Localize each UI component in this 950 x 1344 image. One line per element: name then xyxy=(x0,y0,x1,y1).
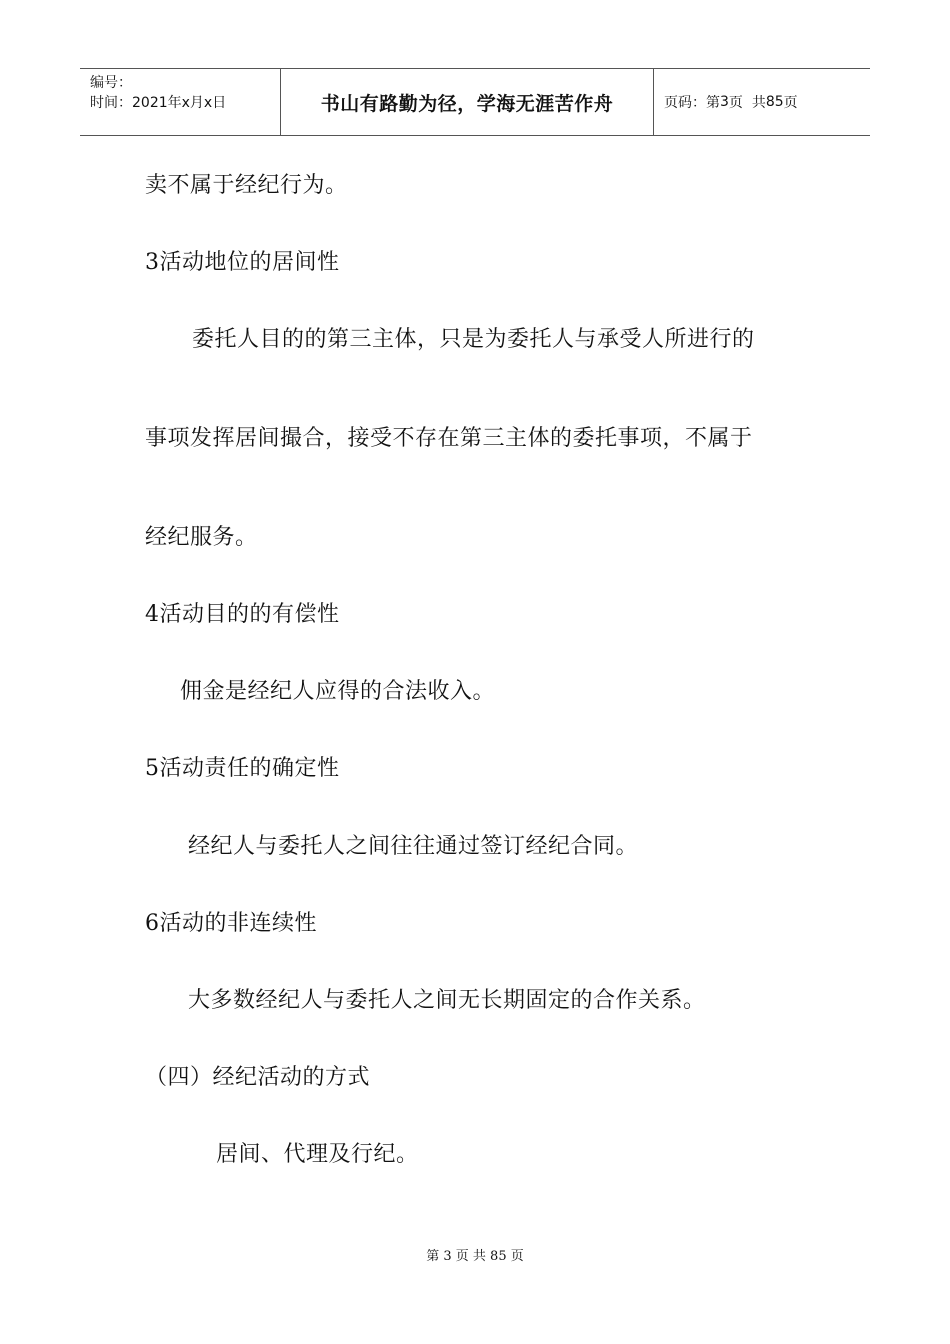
header-motto: 书山有路勤为径，学海无涯苦作舟 xyxy=(281,69,654,135)
body-line: 佣金是经纪人应得的合法收入。 xyxy=(180,679,496,704)
document-number-label: 编号： xyxy=(90,75,132,91)
page-prefix: 页码：第 xyxy=(664,95,720,111)
document-time-label: 时间：2021年x月x日 xyxy=(90,95,227,111)
section-heading: 3活动地位的居间性 xyxy=(145,250,340,275)
page-footer: 第 3 页 共 85 页 xyxy=(426,1249,524,1264)
page-header xyxy=(80,68,870,136)
body-line: 卖不属于经纪行为。 xyxy=(145,173,348,198)
page-total: 85 xyxy=(765,94,784,110)
header-meta xyxy=(80,69,281,135)
section-heading: （四）经纪活动的方式 xyxy=(145,1065,371,1090)
page-mid: 页 共 xyxy=(728,95,766,111)
body-line: 事项发挥居间撮合，接受不存在第三主体的委托事项，不属于 xyxy=(145,426,753,451)
body-line: 经纪服务。 xyxy=(145,525,258,550)
section-heading: 5活动责任的确定性 xyxy=(145,756,340,781)
section-heading: 6活动的非连续性 xyxy=(145,911,317,936)
body-line: 居间、代理及行纪。 xyxy=(216,1142,419,1167)
body-line: 大多数经纪人与委托人之间无长期固定的合作关系。 xyxy=(188,988,706,1013)
body-line: 经纪人与委托人之间往往通过签订经纪合同。 xyxy=(188,834,639,859)
header-page-info xyxy=(654,69,870,135)
page-suffix: 页 xyxy=(783,95,798,111)
page-current: 3 xyxy=(720,94,729,110)
section-heading: 4活动目的的有偿性 xyxy=(145,602,340,627)
body-line: 委托人目的的第三主体，只是为委托人与承受人所进行的 xyxy=(192,327,755,352)
